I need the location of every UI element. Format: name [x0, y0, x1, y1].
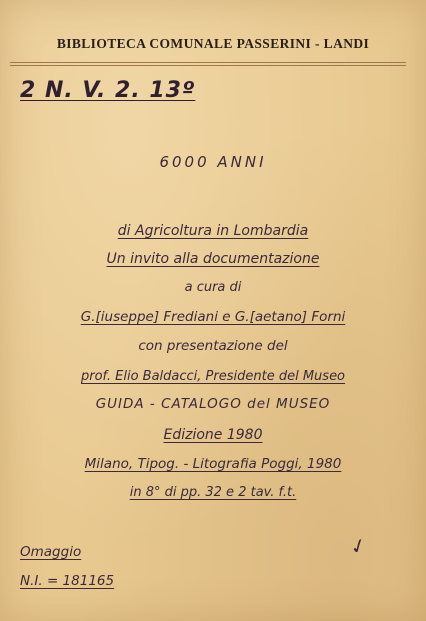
presenter: prof. Elio Baldacci, Presidente del Museo	[80, 369, 346, 384]
gift-note: Omaggio	[20, 544, 82, 560]
publisher: Milano, Tipog. - Litografia Poggi, 1980	[84, 456, 342, 472]
subtitle-line-2: Un invito alla documentazione	[106, 251, 320, 267]
inventory-number: N.I. = 181165	[20, 573, 115, 589]
physical-description: in 8° di pp. 32 e 2 tav. f.t.	[129, 485, 297, 500]
subtitle-line-1: di Agricoltura in Lombardia	[117, 223, 309, 239]
editors: G.[iuseppe] Frediani e G.[aetano] Forni	[80, 309, 346, 325]
presentation-label: con presentazione del	[138, 338, 288, 354]
curated-by-label: a cura di	[184, 280, 242, 295]
edition: Edizione 1980	[163, 427, 263, 443]
header-divider-bottom	[10, 65, 406, 66]
book-title: 6000 ANNI	[159, 153, 267, 171]
shelfmark: 2 N. V. 2. 13º	[20, 78, 196, 103]
header-divider-top	[10, 62, 406, 63]
guide-title: GUIDA - CATALOGO del MUSEO	[95, 396, 331, 412]
library-header: BIBLIOTECA COMUNALE PASSERINI - LANDI	[56, 36, 370, 51]
check-mark-icon: ✓	[346, 531, 371, 561]
